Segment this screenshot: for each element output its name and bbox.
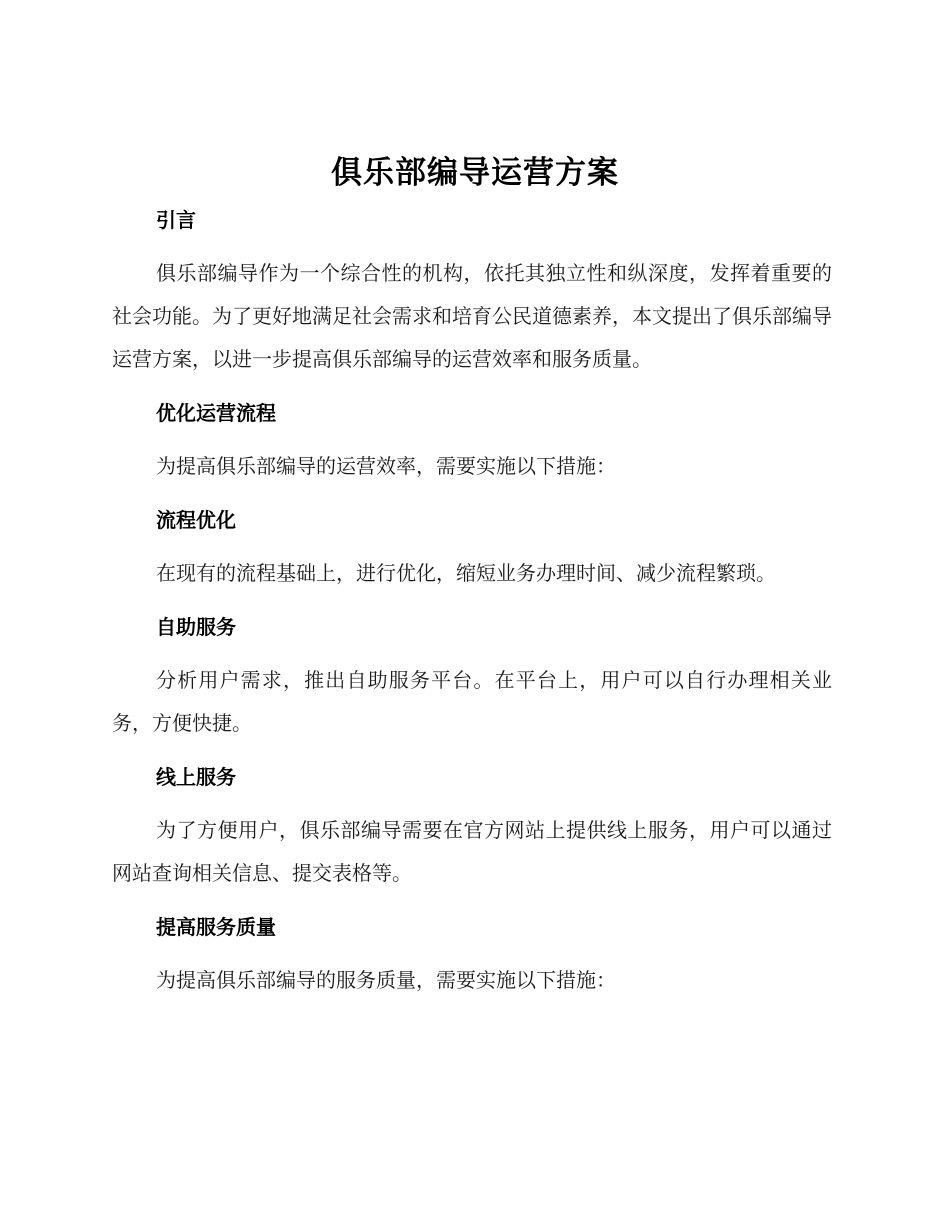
document-title: 俱乐部编导运营方案 xyxy=(331,155,619,191)
section-heading-process-optimization: 流程优化 xyxy=(156,508,236,532)
section-heading-service-quality: 提高服务质量 xyxy=(156,915,276,939)
section-heading-optimize-operations: 优化运营流程 xyxy=(156,401,276,425)
paragraph-self-service: 分析用户需求，推出自助服务平台。在平台上，用户可以自行办理相关业务，方便快捷。 xyxy=(112,668,832,735)
section-heading-self-service: 自助服务 xyxy=(156,615,236,639)
paragraph-process-optimization: 在现有的流程基础上，进行优化，缩短业务办理时间、减少流程繁琐。 xyxy=(156,561,776,585)
paragraph-service-quality: 为提高俱乐部编导的服务质量，需要实施以下措施： xyxy=(156,968,616,992)
section-heading-online-service: 线上服务 xyxy=(156,765,236,789)
paragraph-online-service: 为了方便用户，俱乐部编导需要在官方网站上提供线上服务，用户可以通过网站查询相关信息、提交表格等。 xyxy=(112,818,832,885)
section-heading-intro: 引言 xyxy=(156,208,196,232)
paragraph-optimize-operations: 为提高俱乐部编导的运营效率，需要实施以下措施： xyxy=(156,454,616,478)
document-body xyxy=(112,198,832,1002)
paragraph-intro: 俱乐部编导作为一个综合性的机构，依托其独立性和纵深度，发挥着重要的社会功能。为了更好地满足社会需求和培育公民道德素养，本文提出了俱乐部编导运营方案，以进一步提高俱乐部编导的运营效率和服务质量。 xyxy=(112,261,832,371)
